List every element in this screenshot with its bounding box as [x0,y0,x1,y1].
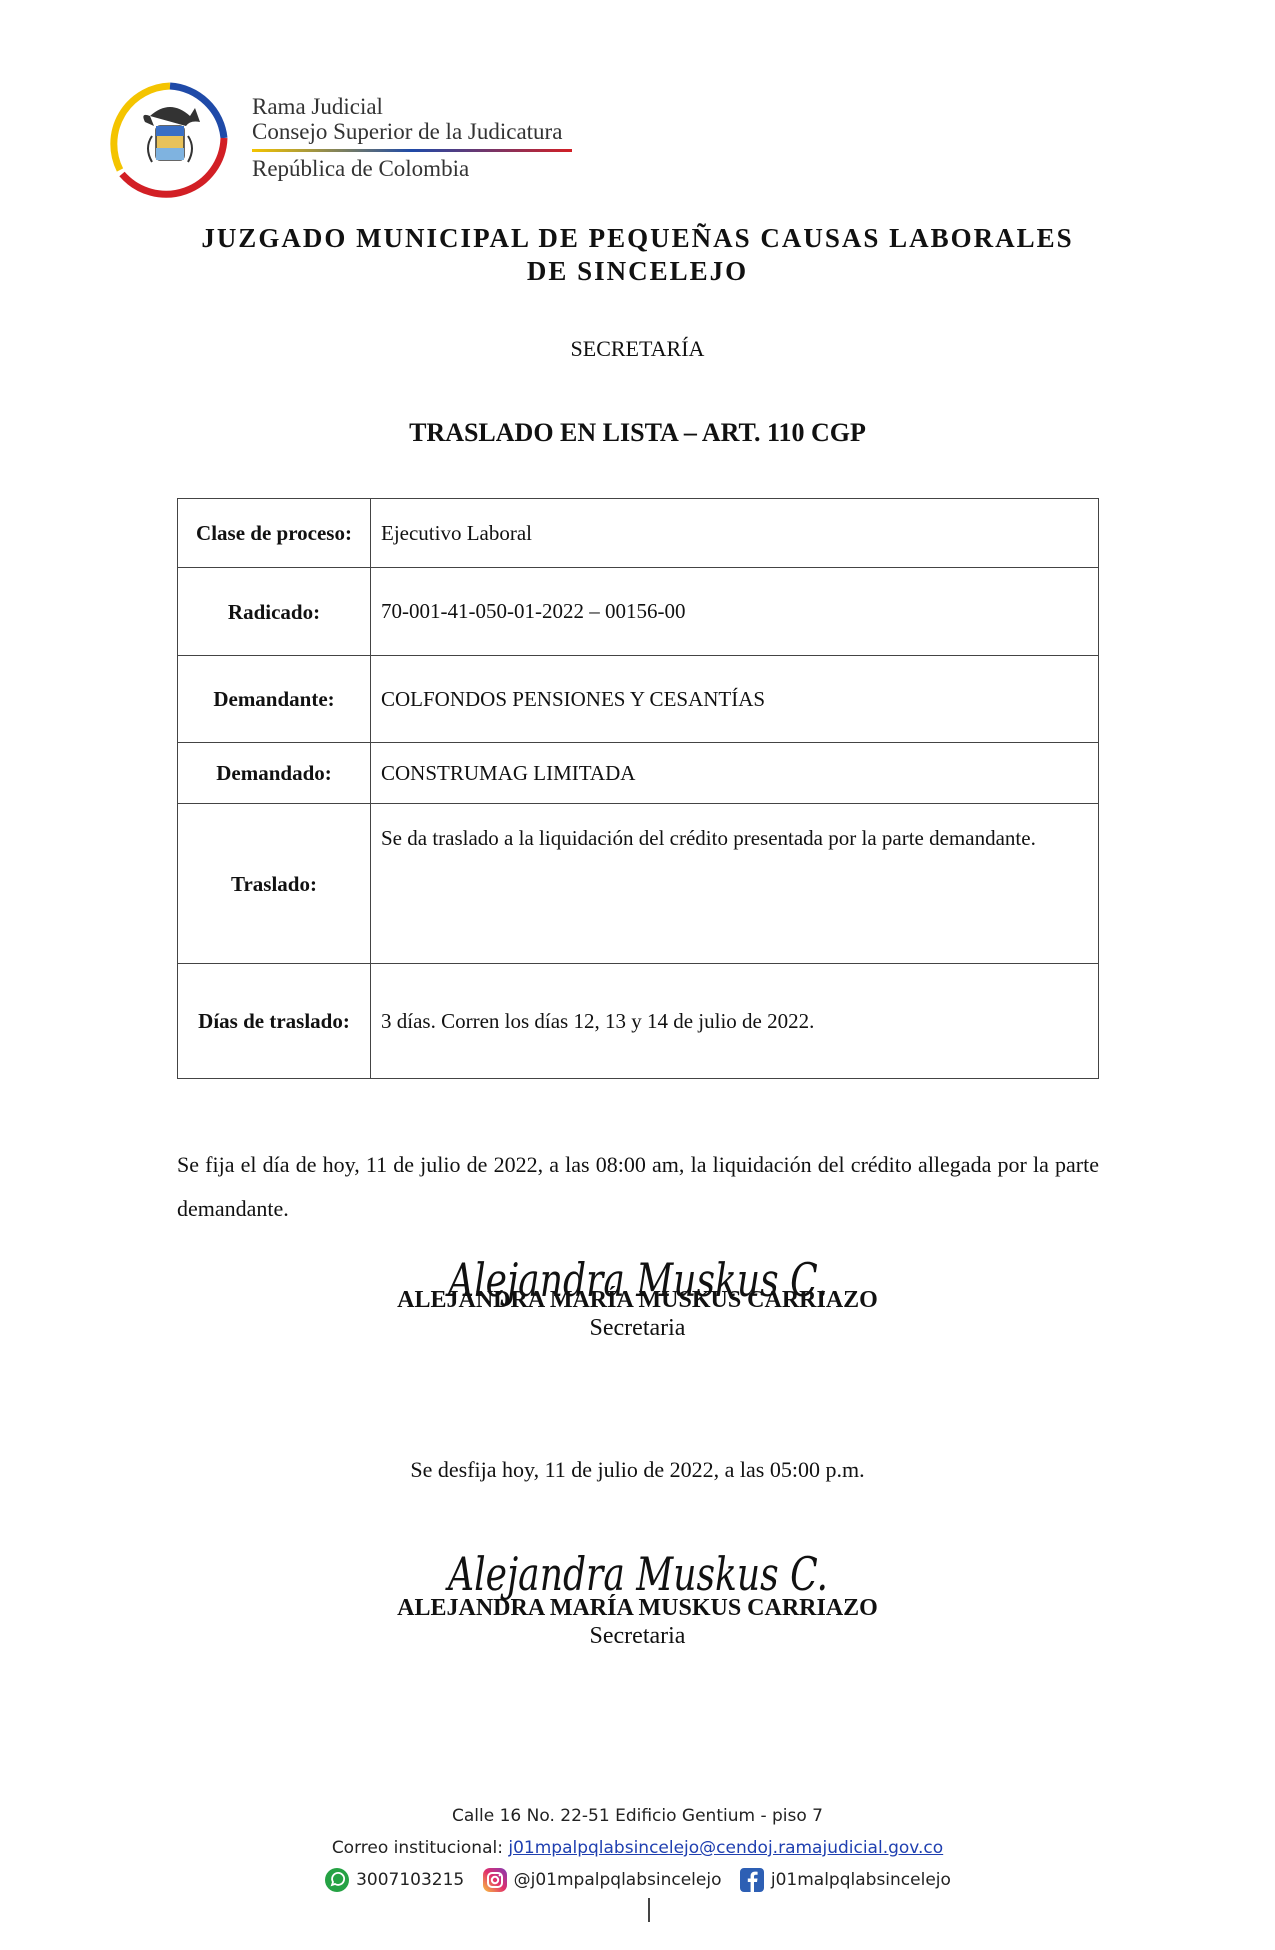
signer-name: ALEJANDRA MARÍA MUSKUS CARRIAZO [397,1287,878,1313]
logo-divider [252,149,572,152]
coat-of-arms-seal-icon [100,78,240,198]
traslado-label: Traslado: [178,804,371,964]
table-row [178,743,1099,804]
email-label: Correo institucional: [331,1838,503,1858]
footer-social-row [0,1864,1275,1896]
desfija-line: Se desfija hoy, 11 de julio de 2022, a las 05:00 p.m. [410,1457,865,1482]
facebook-item[interactable] [739,1864,951,1896]
dias-value: 3 días. Corren los días 12, 13 y 14 de julio de 2022. [371,964,1099,1079]
signature-block-1 [0,1244,1275,1342]
demandante-label: Demandante: [178,656,371,743]
signer-role: Secretaria [589,1623,686,1649]
whatsapp-icon [324,1867,350,1893]
svg-text:Alejandra Muskus C.: Alejandra Muskus C. [444,1547,828,1601]
signature-block-2 [0,1538,1275,1650]
logo-line-rama: Rama Judicial [252,94,383,119]
demandante-value: COLFONDOS PENSIONES Y CESANTÍAS [371,656,1099,743]
clase-label: Clase de proceso: [178,499,371,568]
instagram-handle: @j01mpalpqlabsincelejo [513,1870,722,1890]
traslado-value: Se da traslado a la liquidación del crédito presentada por la parte demandante. [381,826,1036,850]
demandado-label: Demandado: [178,743,371,804]
footer-address: Calle 16 No. 22-51 Edificio Gentium - piso 7 [452,1806,823,1826]
logo-line-consejo: Consejo Superior de la Judicatura [252,119,563,144]
radicado-value: 70-001-41-050-01-2022 – 00156-00 [371,568,1099,656]
radicado-label: Radicado: [178,568,371,656]
logo-line-republica: República de Colombia [252,156,470,181]
instagram-icon [482,1867,508,1893]
signer-name: ALEJANDRA MARÍA MUSKUS CARRIAZO [397,1595,878,1621]
signer-role: Secretaria [589,1315,686,1341]
handwritten-signature-icon [428,1538,848,1602]
rama-judicial-logo [100,78,580,198]
court-title [140,222,1135,288]
document-title: TRASLADO EN LISTA – ART. 110 CGP [409,418,866,447]
fija-paragraph: Se fija el día de hoy, 11 de julio de 2022, a las 08:00 am, la liquidación del crédito allegada por la parte demandante. [177,1152,1099,1221]
whatsapp-number: 3007103215 [356,1870,465,1890]
demandado-value: CONSTRUMAG LIMITADA [371,743,1099,804]
facebook-icon [739,1867,765,1893]
table-row [178,499,1099,568]
whatsapp-item[interactable] [324,1864,464,1896]
clase-value: Ejecutivo Laboral [371,499,1099,568]
footer [0,1800,1275,1896]
svg-text:Alejandra Muskus C.: Alejandra Muskus C. [444,1253,828,1307]
instagram-item[interactable] [482,1864,722,1896]
email-link[interactable]: j01mpalpqlabsincelejo@cendoj.ramajudicial.gov.co [508,1838,944,1858]
text-cursor-mark [648,1898,650,1922]
table-row [178,656,1099,743]
footer-email-row [0,1832,1275,1864]
section-heading: SECRETARÍA [570,336,705,361]
court-title-line2: DE SINCELEJO [526,256,749,286]
table-row [178,964,1099,1079]
case-info-table [177,498,1099,1079]
facebook-handle: j01malpqlabsincelejo [770,1870,951,1890]
table-row [178,568,1099,656]
table-row [178,804,1099,964]
dias-label: Días de traslado: [178,964,371,1079]
court-title-line1: JUZGADO MUNICIPAL DE PEQUEÑAS CAUSAS LABORALES [201,223,1074,253]
